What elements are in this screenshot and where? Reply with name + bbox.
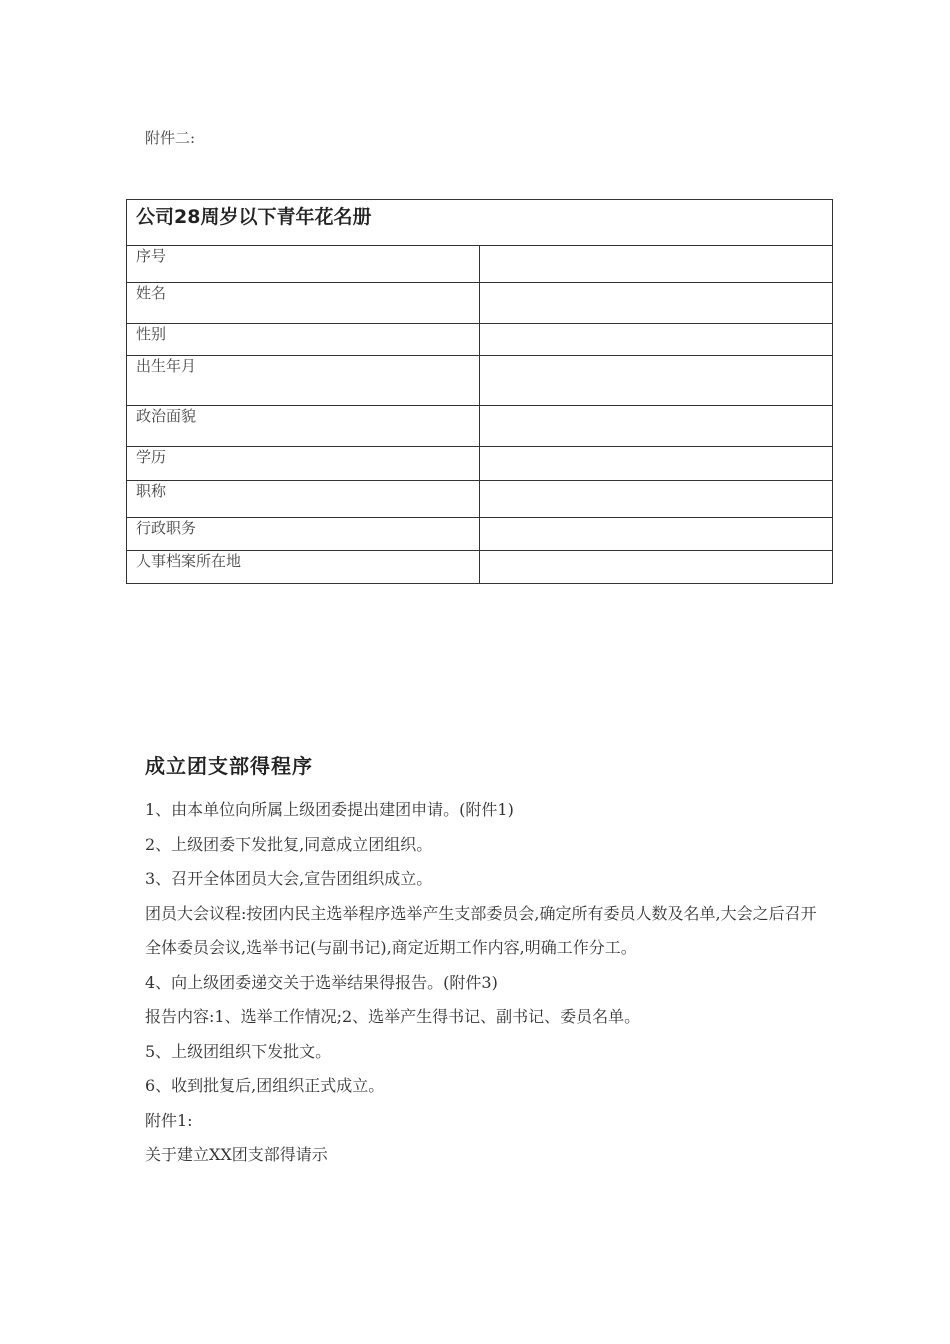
section-heading: 成立团支部得程序 [145, 754, 313, 778]
row-value-cell[interactable] [480, 356, 833, 406]
table-row [127, 324, 833, 356]
row-value-cell[interactable] [480, 518, 833, 551]
row-value-cell[interactable] [480, 406, 833, 447]
row-label: 政治面貌 [127, 406, 480, 447]
paragraph-attachment-1-title: 关于建立XX团支部得请示 [145, 1145, 328, 1164]
paragraph-step-6: 6、收到批复后,团组织正式成立。 [145, 1076, 385, 1095]
row-value-cell[interactable] [480, 246, 833, 283]
paragraph-agenda: 团员大会议程:按团内民主选举程序选举产生支部委员会,确定所有委员人数及名单,大会之后召开全体委员会议,选举书记(与副书记),商定近期工作内容,明确工作分工。 [145, 903, 817, 957]
row-value-cell[interactable] [480, 447, 833, 481]
row-label: 学历 [127, 447, 480, 481]
table-row [127, 283, 833, 324]
paragraph-step-3: 3、召开全体团员大会,宣告团组织成立。 [145, 869, 433, 888]
row-label: 姓名 [127, 283, 480, 324]
row-label: 性别 [127, 324, 480, 356]
roster-title: 公司28周岁以下青年花名册 [127, 200, 833, 246]
row-label: 出生年月 [127, 356, 480, 406]
table-row [127, 246, 833, 283]
row-label: 职称 [127, 481, 480, 518]
paragraph-step-5: 5、上级团组织下发批文。 [145, 1041, 332, 1061]
procedure-section [145, 750, 825, 1173]
table-row [127, 481, 833, 518]
paragraph-report-content: 报告内容:1、选举工作情况;2、选举产生得书记、副书记、委员名单。 [145, 1007, 641, 1026]
attachment-label: 附件二: [145, 129, 196, 147]
row-label: 人事档案所在地 [127, 551, 480, 584]
roster-table [126, 199, 833, 584]
row-value-cell[interactable] [480, 551, 833, 584]
paragraph-step-1: 1、由本单位向所属上级团委提出建团申请。(附件1) [145, 800, 514, 819]
table-row [127, 447, 833, 481]
paragraph-step-4: 4、向上级团委递交关于选举结果得报告。(附件3) [145, 972, 498, 992]
roster-title-row [127, 200, 833, 246]
paragraph-step-2: 2、上级团委下发批复,同意成立团组织。 [145, 834, 433, 854]
table-row [127, 406, 833, 447]
row-label: 序号 [127, 246, 480, 283]
row-value-cell[interactable] [480, 481, 833, 518]
row-value-cell[interactable] [480, 283, 833, 324]
row-label: 行政职务 [127, 518, 480, 551]
table-row [127, 356, 833, 406]
row-value-cell[interactable] [480, 324, 833, 356]
paragraph-attachment-1-label: 附件1: [145, 1110, 193, 1130]
table-row [127, 551, 833, 584]
table-row [127, 518, 833, 551]
